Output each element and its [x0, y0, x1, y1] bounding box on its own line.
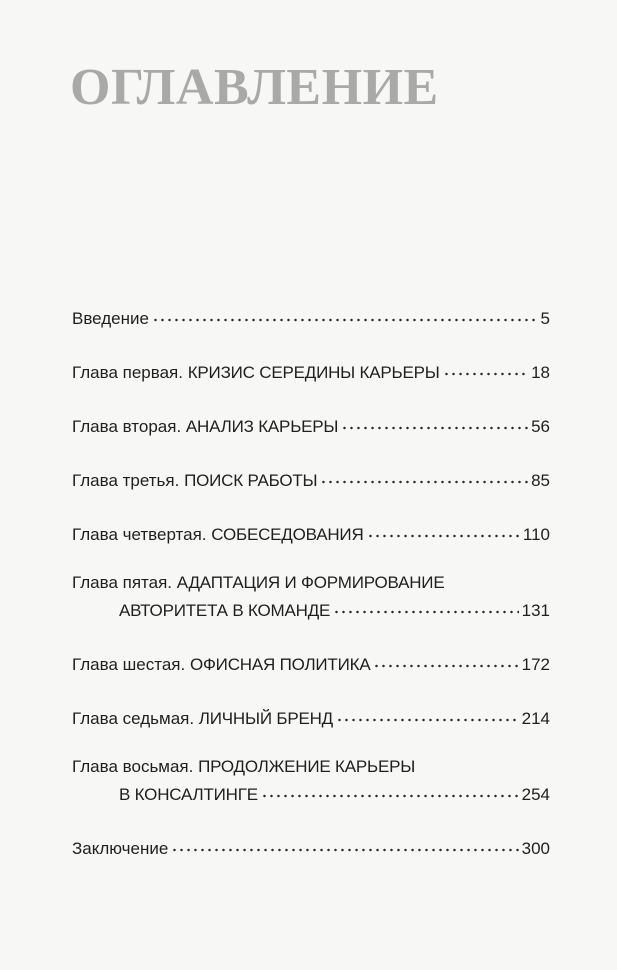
toc-entry-prefix: Глава четвертая.	[72, 525, 212, 544]
toc-line	[72, 702, 550, 730]
toc-entry-label	[72, 572, 444, 594]
toc-entry-label	[72, 308, 149, 330]
table-of-contents	[72, 302, 550, 886]
toc-entry-label	[72, 416, 338, 438]
toc-entry-title: АНАЛИЗ КАРЬЕРЫ	[185, 417, 339, 436]
toc-entry-prefix: Введение	[72, 309, 149, 328]
toc-entry-label	[72, 470, 317, 492]
toc-entry-title: АДАПТАЦИЯ И ФОРМИРОВАНИЕ	[176, 573, 445, 592]
toc-entry-prefix: Заключение	[72, 839, 169, 858]
toc-page-number: 110	[522, 525, 550, 544]
toc-line	[72, 572, 550, 594]
dot-leader	[373, 648, 518, 670]
toc-entry-label	[72, 708, 333, 730]
toc-page-number: 172	[521, 655, 550, 674]
toc-entry-introduction	[72, 302, 550, 330]
toc-entry-title: ОФИСНАЯ ПОЛИТИКА	[189, 655, 371, 674]
toc-entry-title: ЛИЧНЫЙ БРЕНД	[198, 709, 333, 728]
dot-leader	[367, 518, 520, 540]
toc-entry-chapter-4	[72, 518, 550, 546]
toc-line	[72, 756, 550, 778]
page-title: ОГЛАВЛЕНИЕ	[70, 59, 439, 116]
toc-entry-title: КРИЗИС СЕРЕДИНЫ КАРЬЕРЫ	[187, 363, 440, 382]
dot-leader	[320, 464, 528, 486]
toc-entry-prefix: Глава седьмая.	[72, 709, 199, 728]
toc-entry-title: ПОИСК РАБОТЫ	[184, 471, 318, 490]
toc-page-number: 18	[531, 363, 550, 382]
toc-entry-prefix: Глава шестая.	[72, 655, 190, 674]
dot-leader	[152, 302, 538, 324]
toc-entry-conclusion	[72, 832, 550, 860]
toc-page-number: 85	[531, 471, 550, 490]
toc-line	[72, 356, 550, 384]
toc-line	[72, 832, 550, 860]
toc-entry-title: ПРОДОЛЖЕНИЕ КАРЬЕРЫ	[198, 757, 416, 776]
toc-line	[72, 410, 550, 438]
toc-page-number: 214	[521, 709, 550, 728]
toc-line	[72, 648, 550, 676]
toc-entry-label	[72, 524, 364, 546]
toc-page-number: 300	[521, 839, 550, 858]
toc-entry-chapter-2	[72, 410, 550, 438]
toc-entry-prefix: Глава пятая.	[72, 573, 177, 592]
toc-entry-title-continued: В КОНСАЛТИНГЕ	[119, 785, 258, 804]
toc-line	[72, 464, 550, 492]
toc-line-continued	[72, 594, 550, 622]
toc-entry-prefix: Глава вторая.	[72, 417, 186, 436]
dot-leader	[341, 410, 528, 432]
toc-line	[72, 302, 550, 330]
toc-entry-chapter-3	[72, 464, 550, 492]
toc-entry-chapter-5	[72, 572, 550, 622]
toc-entry-title: СОБЕСЕДОВАНИЯ	[211, 525, 364, 544]
toc-entry-chapter-6	[72, 648, 550, 676]
dot-leader	[171, 832, 518, 854]
toc-page-number: 56	[531, 417, 550, 436]
toc-entry-prefix: Глава третья.	[72, 471, 185, 490]
toc-entry-label	[72, 838, 168, 860]
toc-entry-title-continued: АВТОРИТЕТА В КОМАНДЕ	[119, 601, 331, 620]
dot-leader	[443, 356, 528, 378]
toc-page-number: 131	[521, 601, 550, 620]
toc-entry-prefix: Глава первая.	[72, 363, 188, 382]
toc-line-continued	[72, 778, 550, 806]
toc-entry-label	[72, 654, 370, 676]
toc-line	[72, 518, 550, 546]
toc-page-number: 5	[540, 309, 550, 328]
toc-entry-chapter-7	[72, 702, 550, 730]
toc-entry-label	[72, 362, 440, 384]
toc-entry-prefix: Глава восьмая.	[72, 757, 199, 776]
dot-leader	[336, 702, 519, 724]
toc-entry-chapter-1	[72, 356, 550, 384]
toc-entry-label	[72, 756, 415, 778]
toc-page-number: 254	[521, 785, 550, 804]
toc-entry-chapter-8	[72, 756, 550, 806]
dot-leader	[333, 594, 518, 616]
dot-leader	[261, 778, 519, 800]
